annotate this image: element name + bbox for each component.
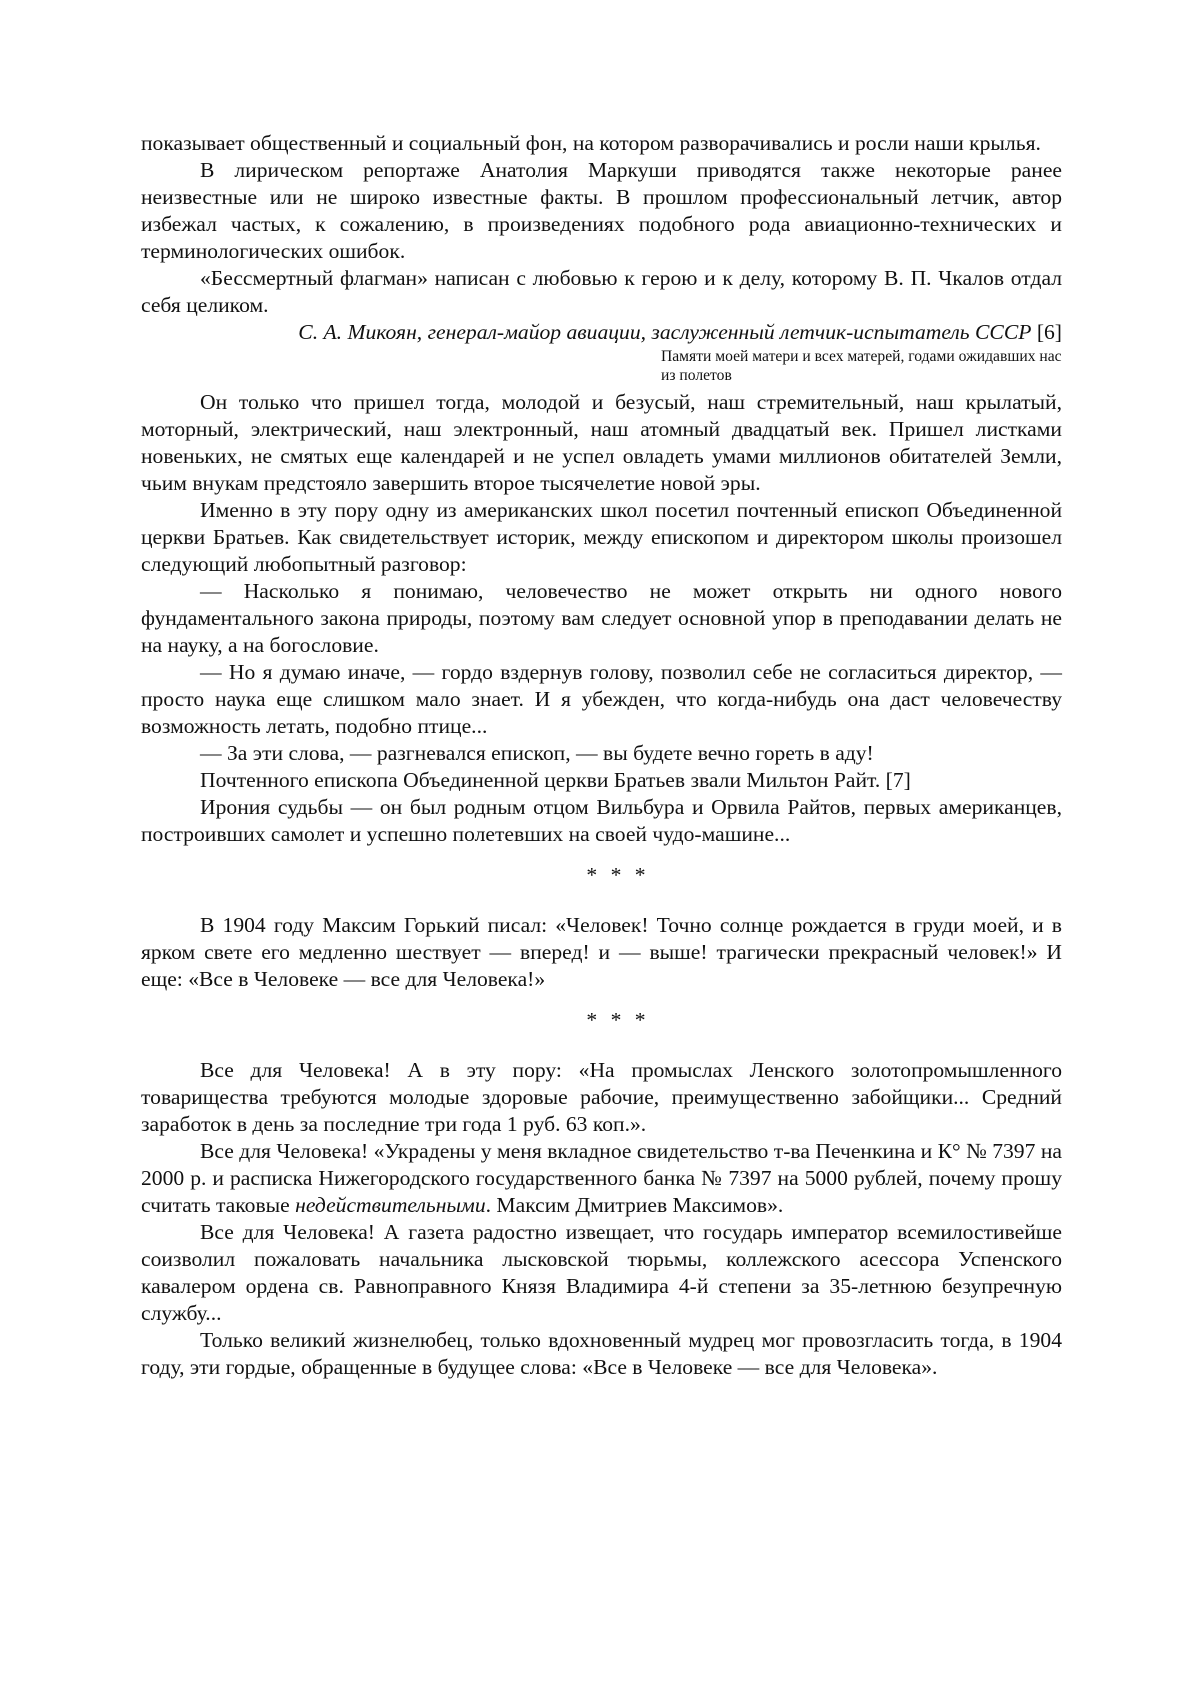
dialogue-line: — Но я думаю иначе, — гордо вздернув голову, позволил себе не согласиться директор, — просто наука еще слишком мало знает. И я убежден, что когда-нибудь она даст человечеству возможность летать, подобно птице...: [141, 660, 1062, 738]
paragraph: Ирония судьбы — он был родным отцом Вильбура и Орвила Райтов, первых американцев, построивших самолет и успешно полетевших на своей чудо-машине...: [141, 795, 1062, 846]
paragraph: Почтенного епископа Объединенной церкви Братьев звали Мильтон Райт. [7]: [200, 768, 911, 792]
attribution-text: С. А. Микоян, генерал-майор авиации, заслуженный летчик-испытатель СССР: [298, 320, 1032, 344]
foreword-attribution: [141, 319, 1062, 346]
paragraph: «Бессмертный флагман» написан с любовью к герою и к делу, которому В. П. Чкалов отдал себя целиком.: [141, 266, 1062, 317]
dialogue-line: — Насколько я понимаю, человечество не может открыть ни одного нового фундаментального закона природы, поэтому вам следует основной упор в преподавании делать не на науку, а на богословие.: [141, 579, 1062, 657]
paragraph: Именно в эту пору одну из американских школ посетил почтенный епископ Объединенной церкви Братьев. Как свидетельствует историк, между епископом и директором школы произошел следующий любопытный разговор:: [141, 498, 1062, 576]
footnote-reference: [6]: [1031, 320, 1062, 344]
paragraph-text: . Максим Дмитриев Максимов».: [485, 1193, 784, 1217]
section-separator: * * *: [586, 863, 650, 887]
paragraph: Он только что пришел тогда, молодой и безусый, наш стремительный, наш крылатый, моторный, электрический, наш электронный, наш атомный двадцатый век. Пришел листками новеньких, не смятых еще календарей и не успел овладеть умами миллионов обитателей Земли, чьим внукам предстояло завершить второе тысячелетие новой эры.: [141, 390, 1062, 495]
paragraph: показывает общественный и социальный фон, на котором разворачивались и росли наши крылья.: [141, 131, 1041, 155]
paragraph: В лирическом репортаже Анатолия Маркуши приводятся также некоторые ранее неизвестные или не широко известные факты. В прошлом профессиональный летчик, автор избежал частых, к сожалению, в произведениях подобного рода авиационно-технических и терминологических ошибок.: [141, 158, 1062, 263]
paragraph: Только великий жизнелюбец, только вдохновенный мудрец мог провозгласить тогда, в 1904 году, эти гордые, обращенные в будущее слова: «Все в Человеке — все для Человека».: [141, 1328, 1062, 1379]
paragraph-text: Все для Человека! «Украдены у меня вкладное свидетельство т-ва Печенкина и К° № 7397 на 2000 р. и расписка Нижегородского государственного банка № 7397 на 5000 рублей, почему прошу считать таковые: [141, 1139, 1062, 1217]
dialogue-line: — За эти слова, — разгневался епископ, — вы будете вечно гореть в аду!: [200, 741, 874, 765]
section-separator: * * *: [586, 1008, 650, 1032]
epigraph: Памяти моей матери и всех матерей, годами ожидавших нас из полетов: [661, 348, 1062, 384]
paragraph: В 1904 году Максим Горький писал: «Человек! Точно солнце рождается в груди моей, и в ярком свете его медленно шествует — вперед! и — выше! трагически прекрасный человек!» И еще: «Все в Человеке — все для Человека!»: [141, 913, 1062, 991]
paragraph: Все для Человека! А в эту пору: «На промыслах Ленского золотопромышленного товарищества требуются молодые здоровые рабочие, преимущественно забойщики... Средний заработок в день за последние три года 1 руб. 63 коп.».: [141, 1058, 1062, 1136]
paragraph: Все для Человека! А газета радостно извещает, что государь император всемилостивейше соизволил пожаловать начальника лысковской тюрьмы, коллежского асессора Успенского кавалером ордена св. Равноправного Князя Владимира 4-й степени за 35-летнюю безупречную службу...: [141, 1220, 1062, 1325]
emphasized-text: недействительными: [295, 1193, 486, 1217]
paragraph: [141, 1138, 1062, 1219]
document-page: [141, 130, 1062, 1381]
